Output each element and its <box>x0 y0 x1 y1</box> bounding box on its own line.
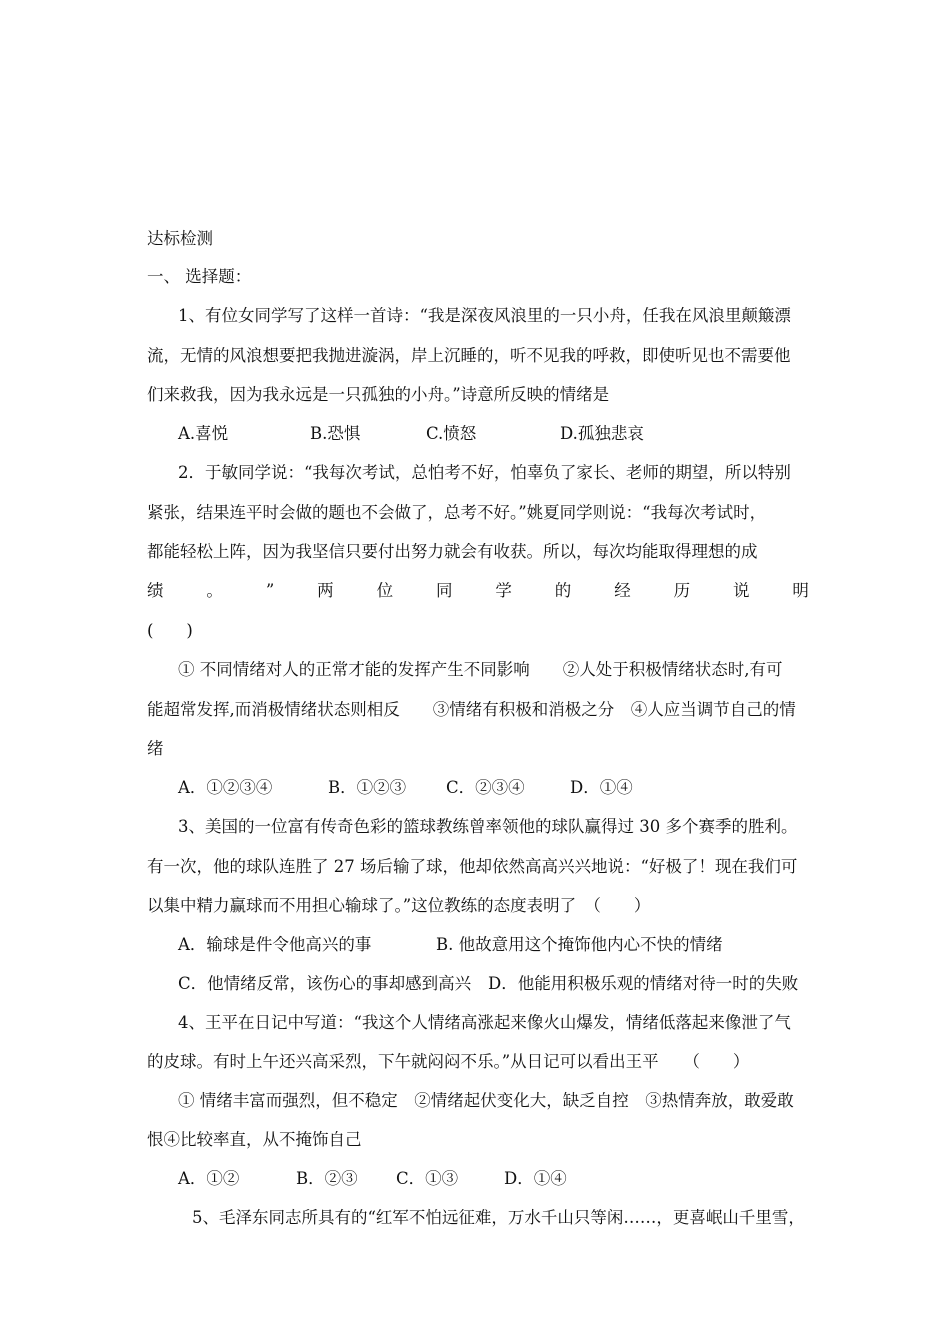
q2-char: 经 <box>614 581 631 600</box>
q1-option-c: C.愤怒 <box>426 424 477 443</box>
q2-statements-2: 能超常发挥,而消极情绪状态则相反 ③情绪有积极和消极之分 ④人应当调节自己的情 <box>147 700 796 719</box>
q1-option-b: B.恐惧 <box>310 424 361 443</box>
q2-char: 历 <box>673 581 691 600</box>
q3-options-row-1 <box>178 934 818 956</box>
q2-option-a: A．①②③④ <box>178 778 273 797</box>
q2-char: 说 <box>733 581 750 600</box>
q4-statements-2: 恨④比较率直，从不掩饰自己 <box>147 1130 362 1149</box>
q3-option-b: B. 他故意用这个掩饰他内心不快的情绪 <box>436 935 723 954</box>
q2-line-1: 2．于敏同学说：“我每次考试，总怕考不好，怕辜负了家长、老师的期望，所以特别 <box>178 463 791 482</box>
q4-line-2: 的皮球。有时上午还兴高采烈，下午就闷闷不乐。”从日记可以看出王平 （ ） <box>147 1052 750 1071</box>
q1-options <box>178 423 818 445</box>
q4-option-c: C．①③ <box>396 1169 459 1188</box>
q2-options <box>178 777 818 799</box>
question-type-title: 一、 选择题： <box>147 267 252 286</box>
q3-option-c: C．他情绪反常，该伤心的事却感到高兴 <box>178 974 472 993</box>
q2-line-4 <box>147 580 809 602</box>
q2-char: 同 <box>435 581 453 600</box>
q4-option-d: D．①④ <box>504 1169 567 1188</box>
q2-option-b: B．①②③ <box>328 778 407 797</box>
q2-line-2: 紧张，结果连平时会做的题也不会做了，总考不好。”姚夏同学则说：“我每次考试时， <box>147 503 767 522</box>
q2-line-3: 都能轻松上阵，因为我坚信只要付出努力就会有收获。所以，每次均能取得理想的成 <box>147 542 758 561</box>
q2-char: 明 <box>792 581 809 600</box>
q3-line-3: 以集中精力赢球而不用担心输球了。”这位教练的态度表明了 （ ） <box>147 896 651 915</box>
q3-line-2: 有一次，他的球队连胜了 27 场后输了球，他却依然高高兴兴地说：“好极了！现在我们可 <box>147 857 798 876</box>
q4-options <box>178 1168 818 1190</box>
q5-line-1: 5、毛泽东同志所具有的“红军不怕远征难，万水千山只等闲……，更喜岷山千里雪， <box>192 1208 805 1227</box>
q2-char: 位 <box>376 581 394 600</box>
q1-option-d: D.孤独悲哀 <box>560 424 644 443</box>
q3-line-1: 3、美国的一位富有传奇色彩的篮球教练曾率领他的球队赢得过 30 多个赛季的胜利。 <box>178 817 798 836</box>
q1-line-3: 们来救我，因为我永远是一只孤独的小舟。”诗意所反映的情绪是 <box>147 385 610 404</box>
q1-line-1: 1、有位女同学写了这样一首诗：“我是深夜风浪里的一只小舟，任我在风浪里颠簸漂 <box>178 306 791 325</box>
q3-option-d: D．他能用积极乐观的情绪对待一时的失败 <box>488 974 799 993</box>
q4-line-1: 4、王平在日记中写道：“我这个人情绪高涨起来像火山爆发，情绪低落起来像泄了气 <box>178 1013 791 1032</box>
q1-line-2: 流，无情的风浪想要把我抛进漩涡，岸上沉睡的，听不见我的呼救，即使听见也不需要他 <box>147 346 791 365</box>
q2-char: 两 <box>317 581 334 600</box>
q4-option-a: A．①② <box>178 1169 240 1188</box>
q4-statements-1: ① 情绪丰富而强烈，但不稳定 ②情绪起伏变化大，缺乏自控 ③热情奔放，敢爱敢 <box>178 1091 794 1110</box>
q4-option-b: B．②③ <box>296 1169 358 1188</box>
q2-char: 绩 <box>147 581 164 600</box>
q2-char: 的 <box>554 581 572 600</box>
q2-char: ” <box>265 581 275 600</box>
q3-options-row-2 <box>178 973 818 995</box>
q1-option-a: A.喜悦 <box>178 424 229 443</box>
q2-char: 学 <box>495 581 512 600</box>
section-heading: 达标检测 <box>147 229 213 248</box>
q2-statements-1: ① 不同情绪对人的正常才能的发挥产生不同影响 ②人处于积极情绪状态时,有可 <box>178 660 783 679</box>
q2-statements-3: 绪 <box>147 739 164 758</box>
q2-option-c: C．②③④ <box>446 778 525 797</box>
q3-option-a: A．输球是件令他高兴的事 <box>178 935 372 954</box>
q2-answer-bracket: ( ) <box>147 621 193 640</box>
q2-option-d: D．①④ <box>570 778 633 797</box>
q2-char: 。 <box>206 581 223 600</box>
